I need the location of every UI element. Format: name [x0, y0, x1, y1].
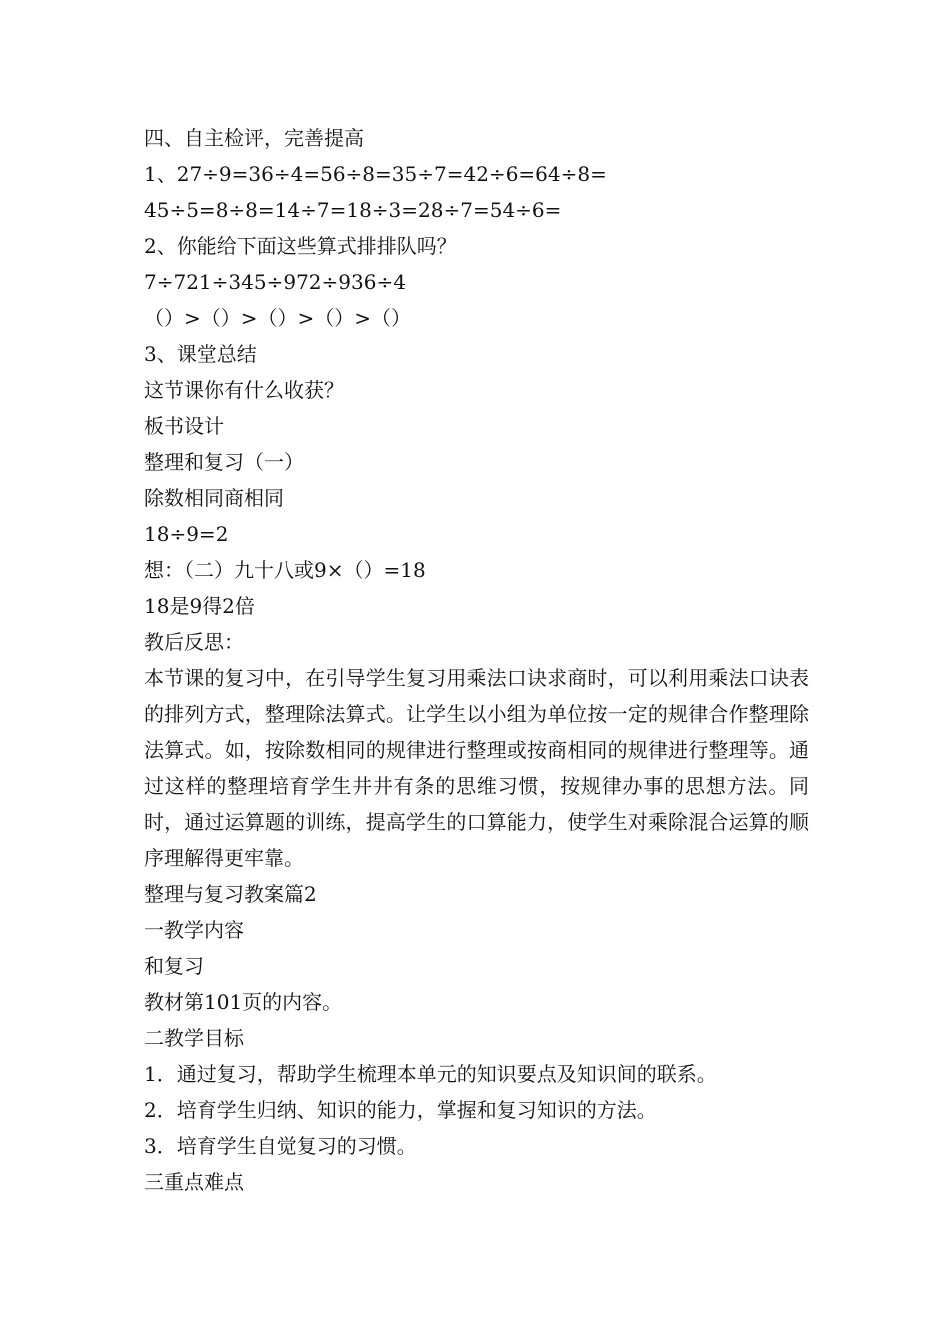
- equation-line: 18÷9=2: [144, 522, 229, 546]
- section-heading: 整理与复习教案篇2: [144, 882, 317, 906]
- text-line: 这节课你有什么收获？: [144, 378, 344, 402]
- text-line: 整理和复习（一）: [144, 450, 304, 474]
- text-line: 想：（二）九十八或9×（）=18: [144, 558, 426, 582]
- text-line: 教材第101页的内容。: [144, 990, 343, 1014]
- text-line: 除数相同商相同: [144, 486, 284, 510]
- exercise-line: 1、27÷9=36÷4=56÷8=35÷7=42÷6=64÷8=: [144, 162, 607, 186]
- reflection-paragraph: 本节课的复习中，在引导学生复习用乘法口诀求商时，可以利用乘法口诀表的排列方式，整理除法算式。让学生以小组为单位按一定的规律合作整理除法算式。如，按除数相同的规律进行整理或按商相同的规律进行整理等。通过这样的整理培育学生井井有条的思维习惯，按规律办事的思想方法。同时，通过运算题的训练，提高学生的口算能力，使学生对乘除混合运算的顺序理解得更牢靠。: [144, 666, 809, 870]
- text-line: 和复习: [144, 954, 204, 978]
- question-line: 2、你能给下面这些算式排排队吗？: [144, 234, 457, 258]
- section-heading: 一教学内容: [144, 918, 244, 942]
- ordering-blanks: （）>（）>（）>（）>（）: [144, 306, 412, 330]
- section-heading: 教后反思：: [144, 630, 244, 654]
- section-heading: 二教学目标: [144, 1026, 244, 1050]
- section-heading: 3、课堂总结: [144, 342, 257, 366]
- text-line: 18是9得2倍: [144, 594, 255, 618]
- document-body: [144, 120, 809, 1200]
- list-item: 3．培育学生自觉复习的习惯。: [144, 1134, 417, 1158]
- list-item: 1．通过复习，帮助学生梳理本单元的知识要点及知识间的联系。: [144, 1062, 717, 1086]
- exercise-line: 45÷5=8÷8=14÷7=18÷3=28÷7=54÷6=: [144, 198, 562, 222]
- list-item: 2．培育学生归纳、知识的能力，掌握和复习知识的方法。: [144, 1098, 657, 1122]
- section-heading: 四、自主检评，完善提高: [144, 126, 364, 150]
- section-heading: 三重点难点: [144, 1170, 244, 1194]
- expression-line: 7÷721÷345÷972÷936÷4: [144, 270, 406, 294]
- section-heading: 板书设计: [144, 414, 224, 438]
